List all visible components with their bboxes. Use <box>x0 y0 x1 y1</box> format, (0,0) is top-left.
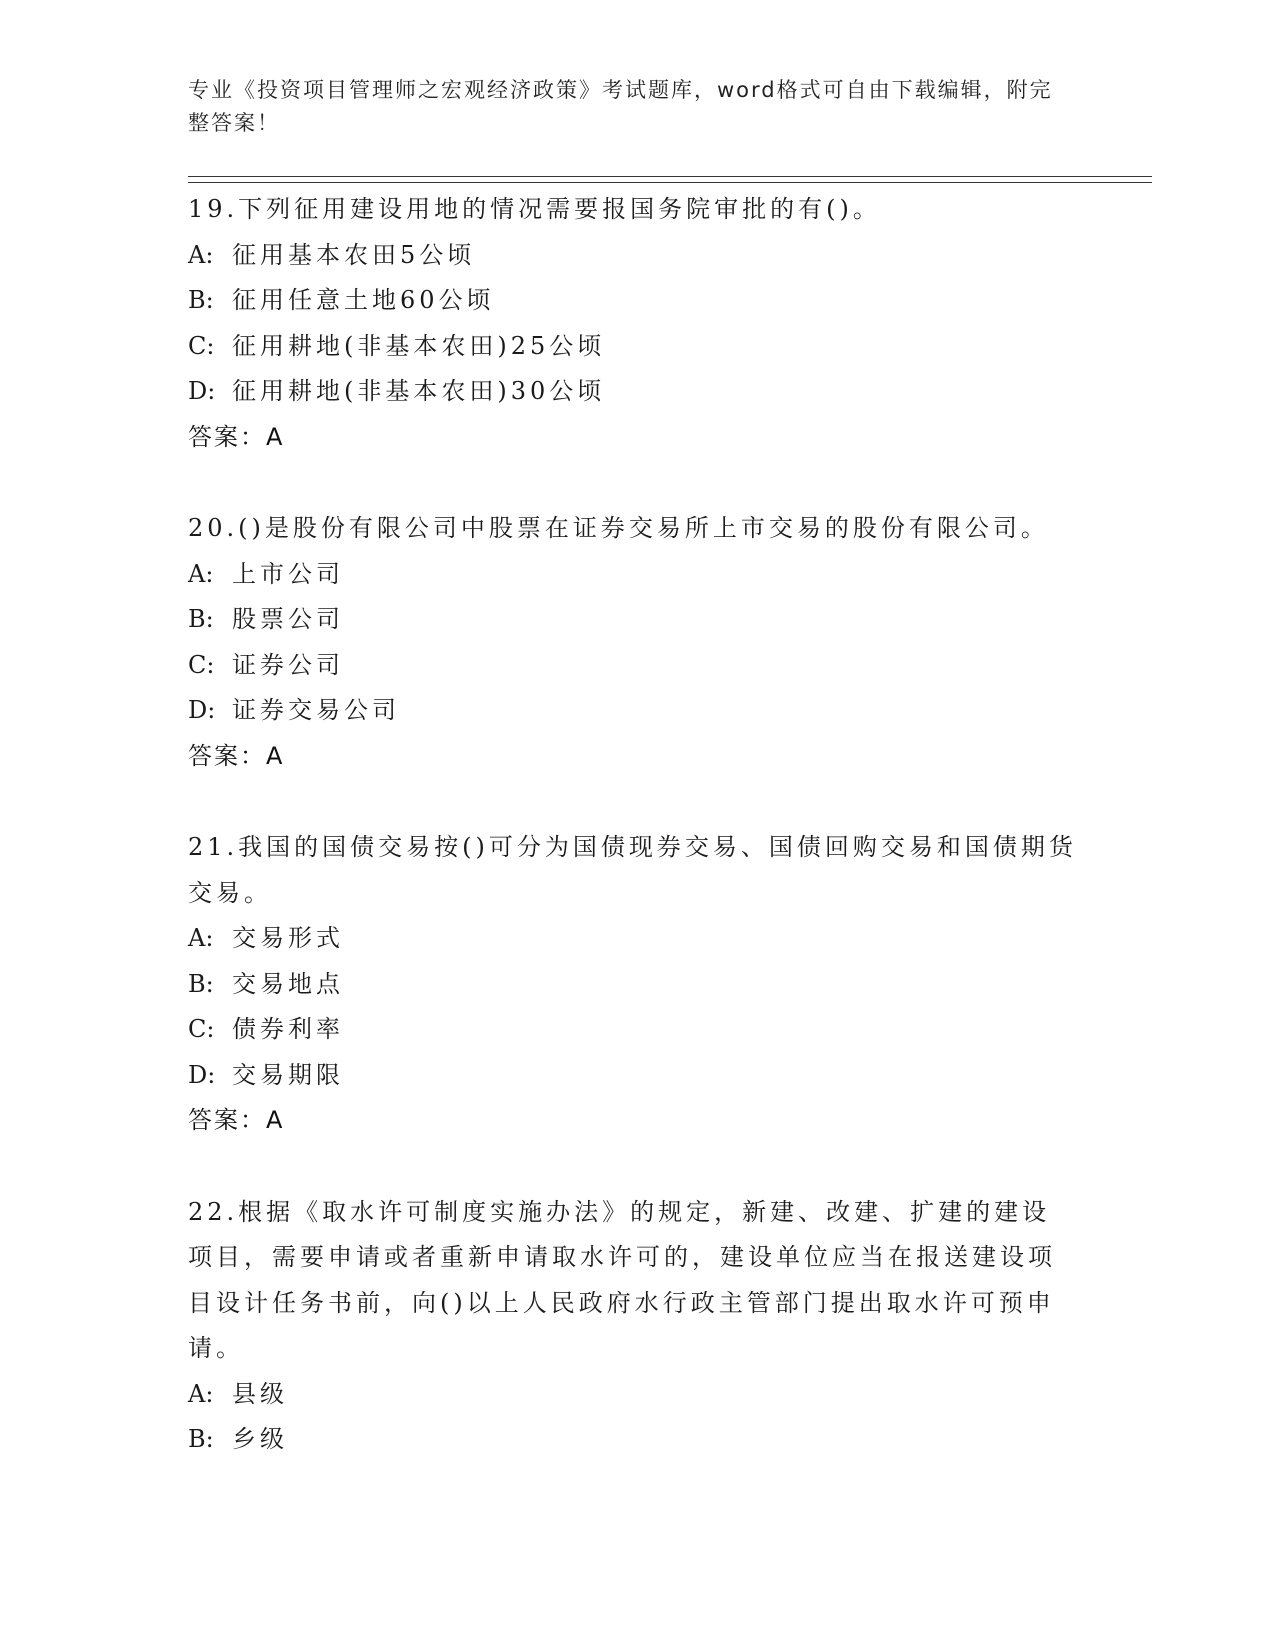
option-text: 证券公司 <box>232 650 344 679</box>
option-c <box>188 1007 1078 1053</box>
option-a <box>188 233 1078 279</box>
option-letter: A: <box>188 240 214 269</box>
question-stem: 19.下列征用建设用地的情况需要报国务院审批的有()。 <box>188 195 881 223</box>
header-rule-bottom <box>188 182 1152 183</box>
question-19 <box>188 187 1078 460</box>
option-letter: D: <box>188 377 216 405</box>
option-text: 上市公司 <box>232 559 344 588</box>
answer: 答案：A <box>188 422 285 451</box>
option-text: 证券交易公司 <box>232 696 400 724</box>
option-letter: C: <box>188 331 215 360</box>
document-header: 专业《投资项目管理师之宏观经济政策》考试题库，word格式可自由下载编辑，附完整答案！ <box>188 78 1053 135</box>
option-letter: A: <box>188 924 214 952</box>
option-text: 债券利率 <box>232 1015 344 1043</box>
option-text: 征用耕地(非基本农田)25公顷 <box>232 331 606 360</box>
question-stem: 20.()是股份有限公司中股票在证券交易所上市交易的股份有限公司。 <box>188 514 1049 542</box>
question-list <box>188 187 1078 1509</box>
option-text: 交易形式 <box>232 924 344 952</box>
option-letter: B: <box>188 286 214 314</box>
option-text: 征用耕地(非基本农田)30公顷 <box>232 377 606 405</box>
option-letter: C: <box>188 1015 215 1043</box>
option-d <box>188 688 1078 734</box>
question-stem: 21.我国的国债交易按()可分为国债现券交易、国债回购交易和国债期货交易。 <box>188 833 1077 907</box>
option-a <box>188 552 1078 598</box>
option-text: 股票公司 <box>232 605 344 633</box>
option-d <box>188 1053 1078 1099</box>
question-21 <box>188 825 1078 1144</box>
option-text: 乡级 <box>232 1425 288 1453</box>
option-text: 征用基本农田5公顷 <box>232 240 476 269</box>
option-text: 征用任意土地60公顷 <box>232 286 495 314</box>
option-letter: A: <box>188 559 214 588</box>
option-b <box>188 962 1078 1008</box>
option-text: 交易期限 <box>232 1060 344 1089</box>
option-b <box>188 278 1078 324</box>
option-text: 交易地点 <box>232 969 344 998</box>
option-a <box>188 916 1078 962</box>
option-c <box>188 324 1078 370</box>
option-letter: B: <box>188 969 214 998</box>
question-20 <box>188 506 1078 779</box>
option-letter: A: <box>188 1379 214 1408</box>
answer: 答案：A <box>188 741 285 770</box>
option-a <box>188 1372 1078 1418</box>
option-c <box>188 643 1078 689</box>
header-rule-top <box>188 176 1152 177</box>
option-text: 县级 <box>232 1379 288 1408</box>
option-b <box>188 1417 1078 1463</box>
option-letter: B: <box>188 1425 214 1453</box>
option-letter: D: <box>188 696 216 724</box>
option-letter: C: <box>188 650 215 679</box>
question-stem: 22.根据《取水许可制度实施办法》的规定，新建、改建、扩建的建设项目，需要申请或者重新申请取水许可的，建设单位应当在报送建设项目设计任务书前，向()以上人民政府水行政主管部门提出取水许可预申请。 <box>188 1197 1056 1362</box>
option-b <box>188 597 1078 643</box>
option-letter: B: <box>188 605 214 633</box>
question-22 <box>188 1190 1078 1463</box>
option-d <box>188 369 1078 415</box>
answer: 答案：A <box>188 1106 285 1134</box>
option-letter: D: <box>188 1060 216 1089</box>
